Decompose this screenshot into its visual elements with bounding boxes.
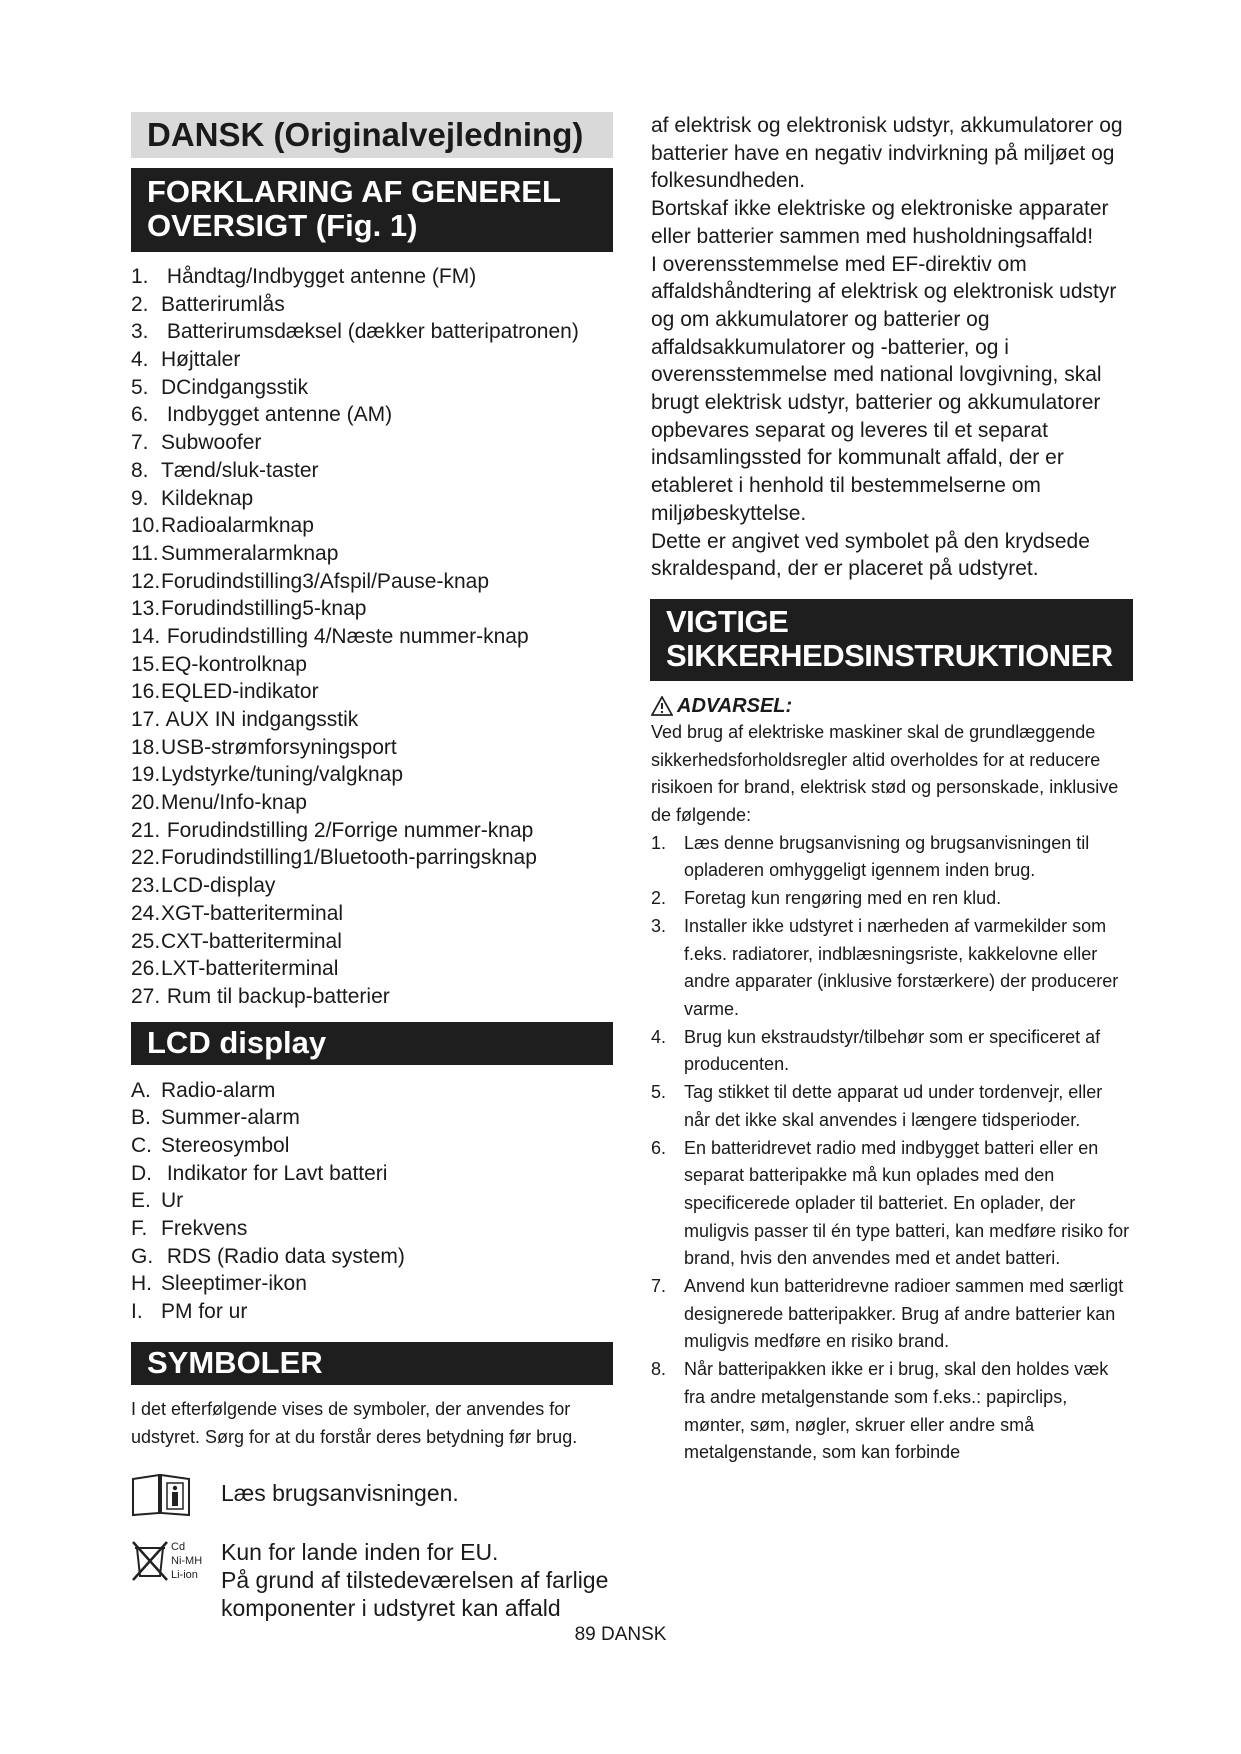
safety-list xyxy=(651,830,1131,1467)
list-number: G. xyxy=(131,1244,154,1268)
list-number: 2. xyxy=(131,292,149,316)
list-number: H. xyxy=(131,1272,152,1296)
safety-item-number: 2. xyxy=(651,888,667,909)
info-book-icon xyxy=(131,1473,221,1522)
list-text: Radioalarmknap xyxy=(161,514,314,538)
lcd-list-item xyxy=(131,1132,613,1160)
list-text: Menu/Info-knap xyxy=(161,791,307,815)
list-number: A. xyxy=(131,1078,151,1102)
safety-item xyxy=(651,913,1131,1024)
list-number: 19. xyxy=(131,763,161,787)
safety-item-number: 8. xyxy=(651,1359,667,1380)
list-number: 14. xyxy=(131,624,161,648)
safety-item-number: 3. xyxy=(651,915,667,936)
safety-item-text: Tag stikket til dette apparat ud under tordenvejr, eller når det ikke skal anvendes i længere tidsperioder. xyxy=(684,1082,1103,1130)
list-text: USB-strømforsyningsport xyxy=(161,735,397,759)
continuation-para-3: I overensstemmelse med EF-direktiv om affaldshåndtering af elektrisk og elektronisk udstyr og om akkumulatorer og batterier og affaldsakkumulatorer og -batterier, og i overensstemmelse med national lovgivning, skal brugt elektrisk udstyr, batterier og akkumulatorer opbevares separat og leveres til et separat indsamlingssted for kommunalt affald, der er etableret i henhold til bestemmelserne om miljøbeskyttelse. xyxy=(651,252,1117,525)
parts-list-item xyxy=(131,928,613,956)
list-text: Stereosymbol xyxy=(161,1133,290,1157)
list-number: 9. xyxy=(131,486,149,510)
parts-list-item xyxy=(131,540,613,568)
list-text: Rum til backup-batterier xyxy=(161,984,390,1008)
parts-list-item xyxy=(131,429,613,457)
symbols-intro: I det efterfølgende vises de symboler, der anvendes for udstyret. Sørg for at du forstår deres betydning før brug. xyxy=(131,1398,578,1447)
safety-item xyxy=(651,830,1131,885)
safety-item-text: Brug kun ekstraudstyr/tilbehør som er specificeret af producenten. xyxy=(684,1026,1101,1075)
overview-heading xyxy=(131,168,613,252)
list-text: DCindgangsstik xyxy=(161,375,309,399)
safety-heading xyxy=(650,599,1133,681)
list-number: E. xyxy=(131,1189,151,1213)
list-text: Summer-alarm xyxy=(161,1106,300,1130)
parts-list-item xyxy=(131,568,613,596)
left-column xyxy=(131,112,613,1622)
safety-item xyxy=(651,1079,1131,1134)
parts-list-item xyxy=(131,623,613,651)
list-text: LCD-display xyxy=(161,874,276,898)
parts-list-item xyxy=(131,595,613,623)
safety-item-text: Foretag kun rengøring med en ren klud. xyxy=(684,888,1002,909)
list-number: 22. xyxy=(131,846,161,870)
eu-hazard-text: På grund af tilstedeværelsen af farlige komponenter i udstyret kan affald xyxy=(221,1566,609,1621)
parts-list-item xyxy=(131,457,613,485)
overview-heading-line1: FORKLARING AF GENEREL xyxy=(147,174,561,209)
safety-item xyxy=(651,1024,1131,1079)
safety-item xyxy=(651,1356,1131,1467)
parts-list-item xyxy=(131,900,613,928)
symbols-heading: SYMBOLER xyxy=(131,1342,613,1385)
warning-text: Ved brug af elektriske maskiner skal de grundlæggende sikkerhedsforholdsregler altid overholdes for at reducere risikoen for brand, elektrisk stød og personskade, inklusive de følgende: xyxy=(651,721,1119,826)
list-text: XGT-batteriterminal xyxy=(161,901,344,925)
list-number: 16. xyxy=(131,680,161,704)
list-text: Forudindstilling 2/Forrige nummer-knap xyxy=(161,818,534,842)
safety-item-text: Anvend kun batteridrevne radioer sammen med særligt designerede batteripakker. Brug af andre batterier kan muligvis medføre en risiko brand. xyxy=(684,1276,1124,1352)
parts-list xyxy=(131,263,613,1011)
safety-item xyxy=(651,885,1131,913)
lcd-list-item xyxy=(131,1160,613,1188)
lcd-list-item xyxy=(131,1243,613,1271)
parts-list-item xyxy=(131,872,613,900)
list-number: 12. xyxy=(131,569,161,593)
list-text: Indikator for Lavt batteri xyxy=(161,1161,388,1185)
list-number: 1. xyxy=(131,265,149,288)
safety-item-text: Installer ikke udstyret i nærheden af varmekilder som f.eks. radiatorer, indblæsningsriste, kakkelovne eller andre apparater (inklusive forstærkere) der producerer varme. xyxy=(684,915,1119,1019)
list-number: 6. xyxy=(131,403,149,427)
safety-item-text: Når batteripakken ikke er i brug, skal den holdes væk fra andre metalgenstande som f.eks.: papirclips, mønter, søm, nøgler, skruer eller andre små metalgenstande, som kan forbinde xyxy=(684,1359,1109,1463)
page-footer: 89 DANSK xyxy=(574,1624,667,1645)
list-number: 11. xyxy=(131,541,159,565)
list-number: 20. xyxy=(131,791,161,815)
list-number: 5. xyxy=(131,375,149,399)
parts-list-item xyxy=(131,678,613,706)
list-number: 18. xyxy=(131,735,161,759)
parts-list-item xyxy=(131,734,613,762)
parts-list-item xyxy=(131,401,613,429)
list-text: EQ-kontrolknap xyxy=(161,652,307,676)
list-number: 21. xyxy=(131,818,161,842)
symbol-row-eu xyxy=(131,1538,613,1622)
list-number: 8. xyxy=(131,458,149,482)
list-number: F. xyxy=(131,1217,148,1240)
list-text: Frekvens xyxy=(161,1217,248,1240)
list-text: EQLED-indikator xyxy=(161,680,319,704)
safety-item-number: 4. xyxy=(651,1026,667,1047)
list-text: Subwoofer xyxy=(161,431,262,455)
list-number: 27. xyxy=(131,984,161,1008)
lcd-heading: LCD display xyxy=(131,1022,613,1065)
list-text: Sleeptimer-ikon xyxy=(161,1272,307,1296)
lcd-list xyxy=(131,1077,613,1326)
list-text: Forudindstilling3/Afspil/Pause-knap xyxy=(161,569,490,593)
list-number: 15. xyxy=(131,652,161,676)
safety-item xyxy=(651,1135,1131,1274)
safety-item-number: 6. xyxy=(651,1137,667,1158)
list-number: 7. xyxy=(131,431,149,455)
list-text: PM for ur xyxy=(161,1300,248,1324)
list-number: 25. xyxy=(131,929,161,953)
continuation-para-2: Bortskaf ikke elektriske og elektroniske apparater eller batterier sammen med husholdningsaffald! xyxy=(651,197,1109,248)
list-text: Batterirumsdæksel (dækker batteripatronen) xyxy=(161,320,579,344)
list-text: CXT-batteriterminal xyxy=(161,929,342,953)
parts-list-item xyxy=(131,983,613,1011)
list-number: 4. xyxy=(131,348,149,372)
list-text: Ur xyxy=(161,1189,184,1213)
crossed-bin-icon xyxy=(131,1538,221,1589)
lcd-list-item xyxy=(131,1187,613,1215)
eu-only-text: Kun for lande inden for EU. xyxy=(221,1538,499,1565)
list-text: Håndtag/Indbygget antenne (FM) xyxy=(161,265,477,288)
continuation-para-1: af elektrisk og elektronisk udstyr, akkumulatorer og batterier have en negativ indvirkning på miljøet og folkesundheden. xyxy=(651,114,1123,193)
list-number: B. xyxy=(131,1106,151,1130)
safety-item-number: 1. xyxy=(651,832,667,853)
safety-item-text: Læs denne brugsanvisning og brugsanvisningen til opladeren omhyggeligt igennem inden brug. xyxy=(684,832,1090,881)
parts-list-item xyxy=(131,263,613,291)
list-number: C. xyxy=(131,1133,152,1157)
parts-list-item xyxy=(131,789,613,817)
safety-item-number: 5. xyxy=(651,1082,667,1103)
list-number: 26. xyxy=(131,957,161,981)
list-number: 13. xyxy=(131,597,161,621)
list-number: 10. xyxy=(131,514,161,538)
list-text: AUX IN indgangsstik xyxy=(161,708,359,731)
parts-list-item xyxy=(131,346,613,374)
safety-item-text: En batteridrevet radio med indbygget batteri eller en separat batteripakke må kun oplades med den specificerede oplader til batteriet. En oplader, der muligvis passer til én type batteri, kan medføre risiko for brand, hvis den anvendes med et andet batteri. xyxy=(684,1137,1130,1269)
weee-label-nimh: Ni-MH xyxy=(171,1554,203,1567)
list-text: Indbygget antenne (AM) xyxy=(161,403,393,427)
parts-list-item xyxy=(131,512,613,540)
parts-list-item xyxy=(131,651,613,679)
parts-list-item xyxy=(131,817,613,845)
eu-text-block xyxy=(221,1538,613,1622)
overview-heading-line2: OVERSIGT (Fig. 1) xyxy=(147,208,418,243)
weee-label-liion: Li-ion xyxy=(171,1568,198,1581)
parts-list-item xyxy=(131,844,613,872)
safety-item-number: 7. xyxy=(651,1276,667,1297)
parts-list-item xyxy=(131,291,613,319)
list-text: Forudindstilling1/Bluetooth-parringsknap xyxy=(161,846,537,870)
page-title: DANSK (Originalvejledning) xyxy=(131,112,613,158)
parts-list-item xyxy=(131,761,613,789)
read-manual-text: Læs brugsanvisningen. xyxy=(221,1479,459,1506)
parts-list-item xyxy=(131,485,613,513)
right-column xyxy=(651,112,1131,1467)
warning-header xyxy=(651,693,1131,719)
list-text: Batterirumlås xyxy=(161,292,285,316)
list-number: 3. xyxy=(131,320,149,344)
weee-label-cd: Cd xyxy=(171,1540,186,1553)
list-text: Radio-alarm xyxy=(161,1078,276,1102)
list-number: 23. xyxy=(131,874,161,898)
list-text: Forudindstilling 4/Næste nummer-knap xyxy=(161,624,529,648)
list-text: LXT-batteriterminal xyxy=(161,957,339,981)
symbol-row-read-manual xyxy=(131,1473,613,1522)
warning-triangle-icon xyxy=(651,696,673,716)
list-text: Lydstyrke/tuning/valgknap xyxy=(161,763,404,787)
list-text: Højttaler xyxy=(161,348,241,372)
lcd-list-item xyxy=(131,1104,613,1132)
lcd-list-item xyxy=(131,1215,613,1243)
list-text: Tænd/sluk-taster xyxy=(161,458,319,482)
list-text: RDS (Radio data system) xyxy=(161,1244,405,1268)
parts-list-item xyxy=(131,374,613,402)
lcd-list-item xyxy=(131,1077,613,1105)
safety-item xyxy=(651,1273,1131,1356)
lcd-list-item xyxy=(131,1270,613,1298)
parts-list-item xyxy=(131,955,613,983)
continuation-para-4: Dette er angivet ved symbolet på den krydsede skraldespand, der er placeret på udstyret. xyxy=(651,529,1090,581)
list-number: 24. xyxy=(131,901,161,925)
list-number: D. xyxy=(131,1161,152,1185)
list-number: I. xyxy=(131,1300,143,1324)
warning-label: ADVARSEL: xyxy=(677,694,793,717)
parts-list-item xyxy=(131,318,613,346)
parts-list-item xyxy=(131,706,613,734)
list-text: Kildeknap xyxy=(161,486,254,510)
safety-heading-line2: SIKKERHEDSINSTRUKTIONER xyxy=(666,637,1113,673)
list-number: 17. xyxy=(131,708,161,731)
lcd-list-item xyxy=(131,1298,613,1326)
safety-heading-line1: VIGTIGE xyxy=(666,603,789,639)
list-text: Summeralarmknap xyxy=(161,541,339,565)
list-text: Forudindstilling5-knap xyxy=(161,597,367,621)
